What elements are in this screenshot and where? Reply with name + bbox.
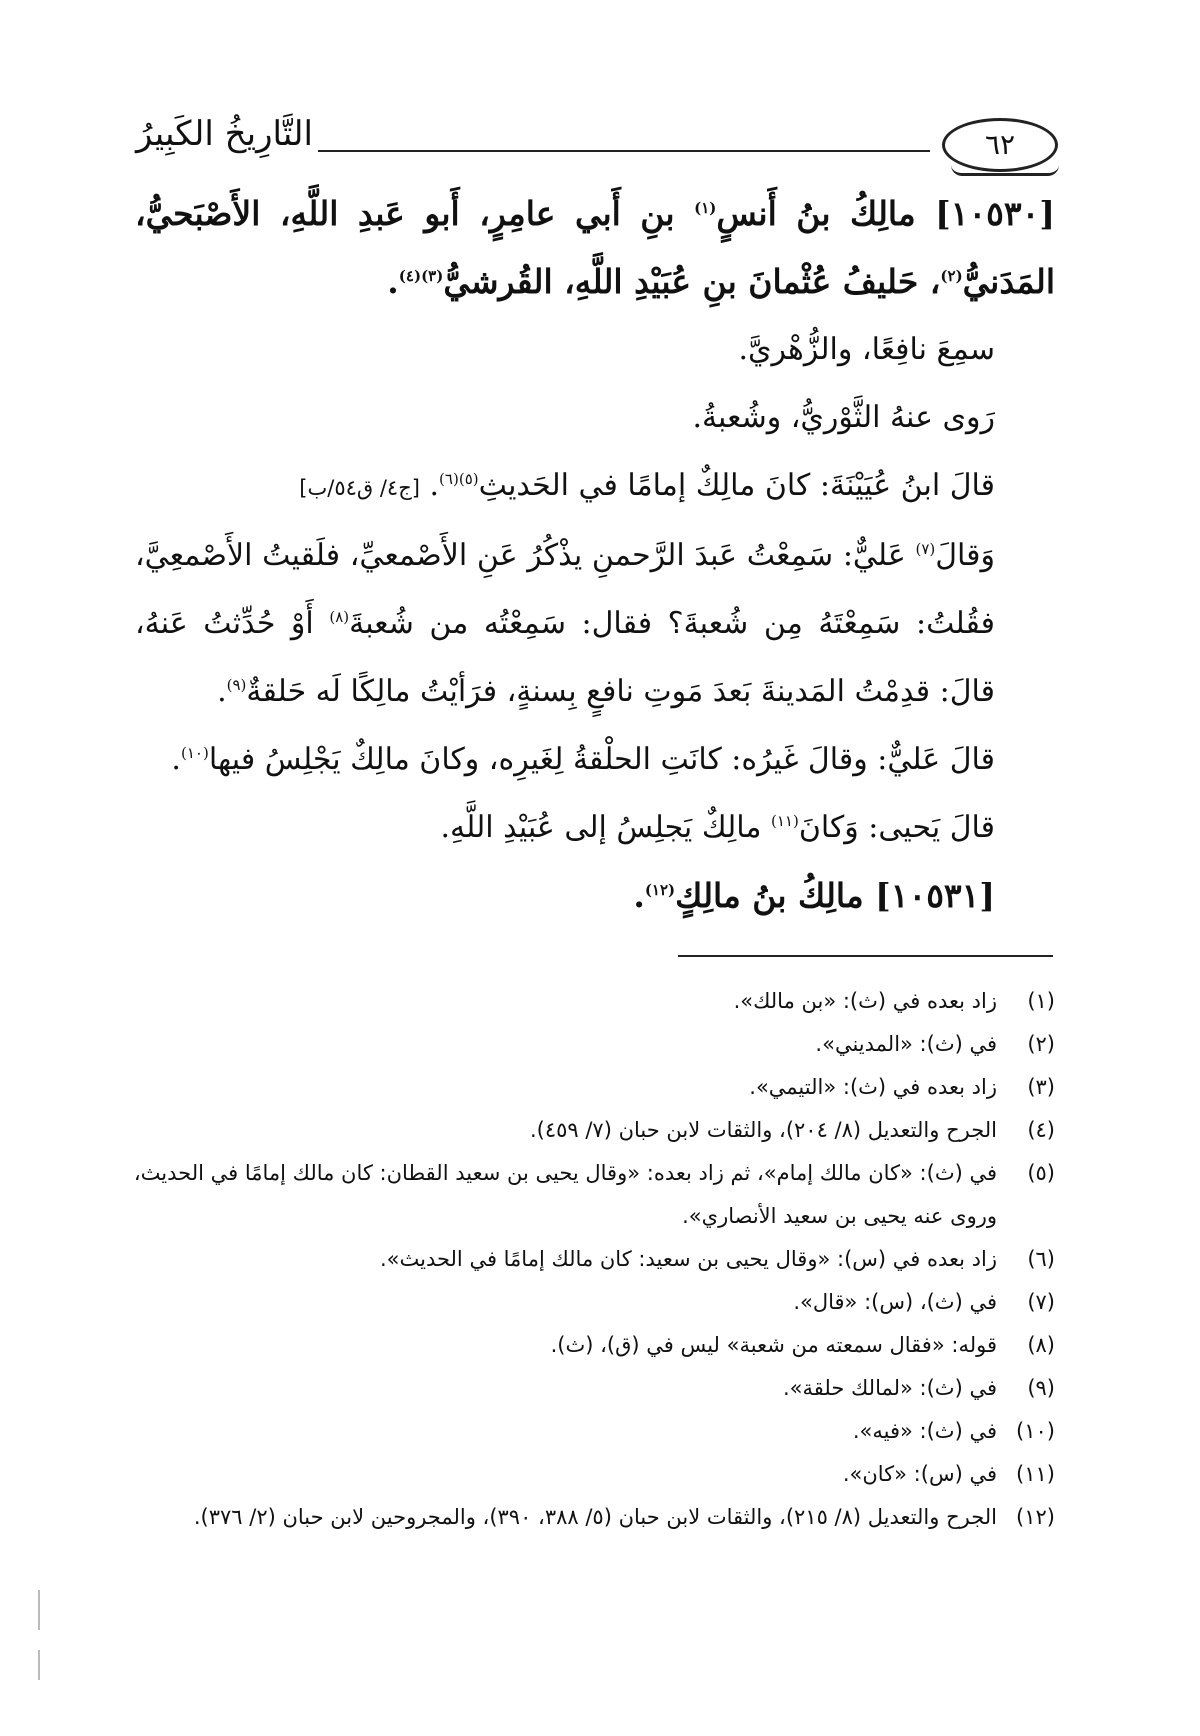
footnote-number: (٢)	[1027, 1032, 1055, 1056]
text-span: قالَ ابنُ عُيَيْنَةَ: كانَ مالِكٌ إمامًا في الحَديثِ	[478, 468, 995, 503]
footnote-marker: (٨)	[329, 608, 350, 626]
footnote-text: في (ث): «لمالك حلقة».	[782, 1376, 997, 1400]
footnote-item	[130, 1410, 1055, 1453]
running-title: التَّارِيخُ الكَبِيرُ	[136, 114, 313, 154]
page-number: ٦٢	[942, 118, 1058, 172]
footnote-number: (٦)	[1027, 1247, 1055, 1271]
entry-heading-part: ، حَليفُ عُثْمانَ بنِ عُبَيْدِ اللَّهِ، القُرشيُّ	[443, 262, 941, 301]
footnote-number: (٨)	[1027, 1333, 1055, 1357]
footnote-text: زاد بعده في (ث): «التيمي».	[749, 1075, 997, 1099]
entry-heading-part: .	[633, 876, 645, 915]
footnote-item	[130, 1152, 1055, 1238]
text-span: قالَ عَليٌّ: وقالَ غَيرُه: كانَتِ الحلْقةُ لِغَيرِه، وكانَ مالِكٌ يَجْلِسُ فيها	[208, 742, 995, 777]
footnote-text: زاد بعده في (س): «وقال يحيى بن سعيد: كان مالك إمامًا في الحديث».	[379, 1247, 997, 1271]
footnote-item	[130, 1281, 1055, 1324]
footnote-marker: (٧)	[915, 540, 936, 558]
footnote-text: في (ث): «المديني».	[815, 1032, 997, 1056]
entry-heading-part: .	[387, 262, 399, 301]
footnote-marker: (٣)(٤)	[398, 267, 444, 285]
text-line	[135, 726, 1055, 794]
footnote-number: (٣)	[1027, 1075, 1055, 1099]
text-span: قالَ يَحيى: وَكانَ	[798, 810, 995, 845]
footnotes	[130, 980, 1055, 1539]
footnote-item	[130, 1453, 1055, 1496]
footnote-number: (٥)	[1027, 1161, 1055, 1185]
text-line	[135, 452, 1055, 522]
footnote-number: (١)	[1027, 989, 1055, 1013]
entry-heading-part: [١٠٥٣٠] مالِكُ بنُ أَنسٍ	[716, 194, 1055, 233]
footnote-item	[130, 980, 1055, 1023]
footnote-marker: (١١)	[770, 812, 799, 830]
page-header	[128, 108, 1058, 168]
footnote-number: (١١)	[1016, 1462, 1055, 1486]
footnote-text: في (ث): «فيه».	[852, 1419, 997, 1443]
footnote-number: (١٠)	[1016, 1419, 1055, 1443]
text-line: سمِعَ نافِعًا، والزُّهْريَّ.	[738, 332, 995, 367]
footnote-item	[130, 1109, 1055, 1152]
text-span: مالِكٌ يَجلِسُ إلى عُبَيْدِ اللَّهِ.	[440, 810, 771, 845]
text-paragraph	[135, 522, 1055, 726]
text-line: رَوى عنهُ الثَّوْريُّ، وشُعبةُ.	[692, 400, 995, 435]
footnote-number: (٩)	[1027, 1376, 1055, 1400]
manuscript-reference: [ج٤/ ق٥٤/ب]	[299, 476, 420, 500]
entry-heading-10531	[135, 862, 1055, 930]
text-span: وَقالَ	[935, 538, 995, 573]
footnote-text: الجرح والتعديل (٨/ ٢٠٤)، والثقات لابن حبان (٧/ ٤٥٩).	[529, 1118, 997, 1142]
scan-artifact	[38, 1650, 40, 1680]
entry-heading-10530	[135, 180, 1055, 316]
footnote-marker: (٥)(٦)	[439, 470, 479, 488]
header-rule	[318, 150, 930, 152]
footnote-item	[130, 1367, 1055, 1410]
footnote-number: (٤)	[1027, 1118, 1055, 1142]
footnote-marker: (١)	[694, 199, 717, 217]
footnote-marker: (١٠)	[180, 744, 209, 762]
footnote-text: الجرح والتعديل (٨/ ٢١٥)، والثقات لابن حبان (٥/ ٣٨٨، ٣٩٠)، والمجروحين لابن حبان (٢/ ٣٧٦).	[193, 1505, 997, 1529]
footnote-marker: (٩)	[226, 676, 247, 694]
footnote-item	[130, 1324, 1055, 1367]
footnote-item	[130, 1066, 1055, 1109]
text-span: .	[217, 674, 227, 709]
footnote-marker: (١٢)	[644, 881, 676, 899]
text-span: .	[171, 742, 181, 777]
main-text	[135, 180, 1055, 930]
footnote-number: (١٢)	[1016, 1505, 1055, 1529]
footnote-text: في (ث): «كان مالك إمام»، ثم زاد بعده: «وقال يحيى بن سعيد القطان: كان مالك إمامًا في الحديث، وروى عنه يحيى بن سعيد الأنصاري».	[133, 1161, 997, 1228]
footnote-number: (٧)	[1027, 1290, 1055, 1314]
footnote-text: زاد بعده في (ث): «بن مالك».	[733, 989, 997, 1013]
text-span: .	[429, 468, 440, 503]
text-span: أَوْ حُدِّثتُ عَنهُ، قالَ: قدِمْتُ المَدينةَ بَعدَ مَوتِ نافعٍ بِسنةٍ، فرَأيْتُ مالِكًا لَه حَلقةٌ	[135, 606, 995, 709]
footnote-text: في (ث)، (س): «قال».	[793, 1290, 997, 1314]
text-line	[135, 794, 1055, 862]
entry-heading-part: بنِ أَبي عامِرٍ، أَبو عَبدِ اللَّهِ، الأَصْبَحيُّ، المَدَنيُّ	[135, 194, 1055, 301]
footnote-item	[130, 1496, 1055, 1539]
footnote-marker: (٢)	[940, 267, 963, 285]
text-span: عَليٌّ: سَمِعْتُ عَبدَ الرَّحمنِ يذْكُرُ عَنِ الأَصْمعيِّ، فلَقيتُ الأَصْمعِيَّ، فقُلتُ: سَمِعْتَهُ مِن شُعبةَ؟ فقال: سَمِعْتُه من شُعبةَ	[135, 538, 995, 641]
entry-heading-part: [١٠٥٣١] مالِكُ بنُ مالِكٍ	[675, 876, 995, 915]
footnote-item	[130, 1023, 1055, 1066]
footnote-text: قوله: «فقال سمعته من شعبة» ليس في (ق)، (ث).	[550, 1333, 997, 1357]
scan-artifact	[38, 1590, 40, 1630]
footnote-separator	[678, 955, 1053, 957]
footnote-text: في (س): «كان».	[842, 1462, 997, 1486]
footnote-item	[130, 1238, 1055, 1281]
